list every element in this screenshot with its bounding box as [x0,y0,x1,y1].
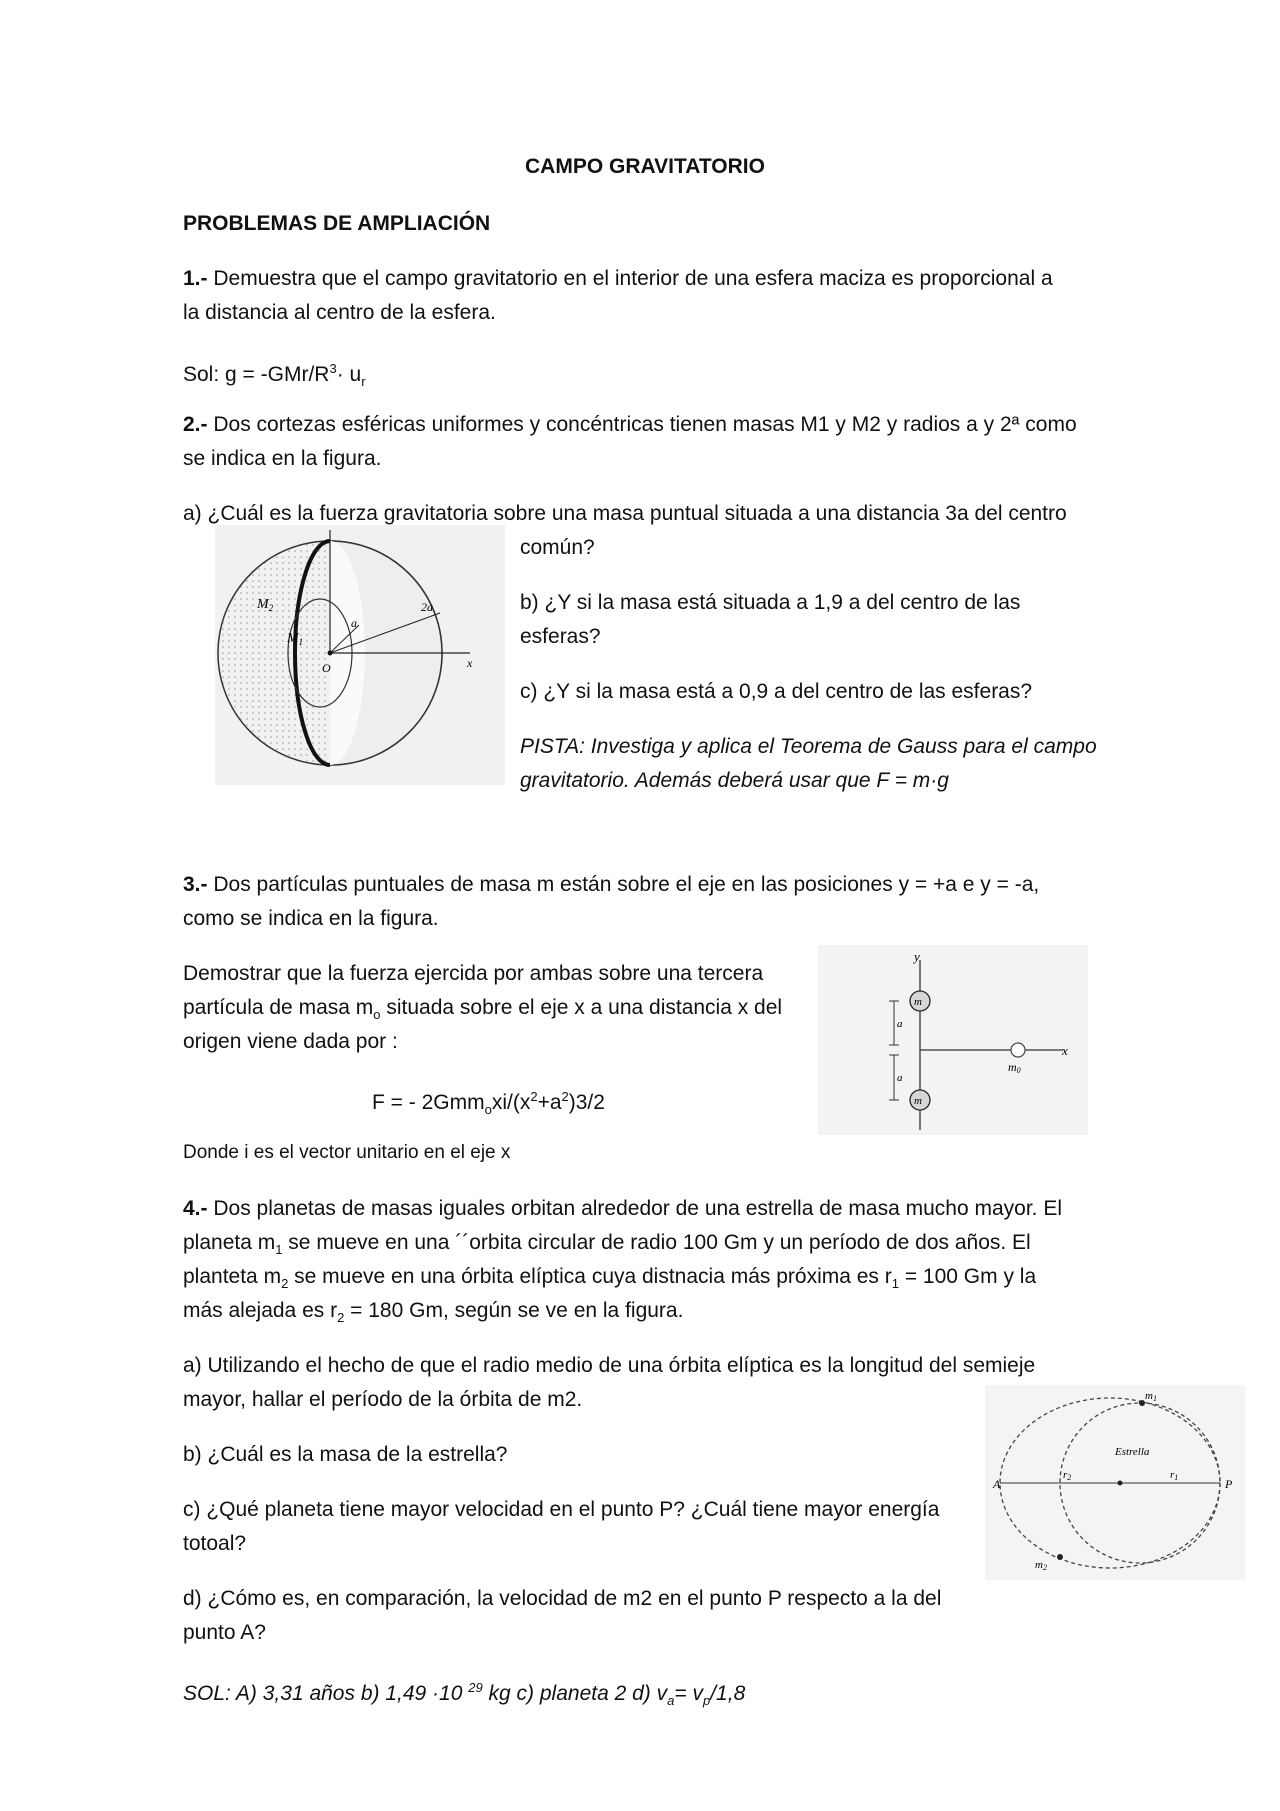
label-m1: $M_1$ [287,631,304,647]
demo-subscript: o [373,1007,381,1023]
problem-4-solution [183,1671,745,1718]
line-text: planeta m [183,1231,276,1254]
problem-1-line-2: la distancia al centro de la esfera. [183,301,496,324]
line-subscript-2: 1 [891,1276,899,1292]
problem-4-question-a-cont: mayor, hallar el período de la órbita de m2. [183,1388,583,1411]
formula-part-2: xi/(x [491,1091,531,1114]
solution-text: SOL: A) 3,31 años b) 1,49 ·10 [183,1682,469,1705]
line-text: más alejada es r [183,1299,338,1322]
demo-text-2: situada sobre el eje x a una distancia x del [380,996,783,1019]
section-title: PROBLEMAS DE AMPLIACIÓN [183,212,491,235]
problem-4-question-b: b) ¿Cuál es la masa de la estrella? [183,1443,508,1466]
line-text-2: se mueve en una órbita elíptica cuya distnacia más próxima es r [288,1265,892,1288]
label-y: y [914,949,920,964]
solution-text: Sol: g = -GMr/R [183,363,330,386]
problem-2-question-a-cont: común? [520,536,595,559]
figure-two-masses [818,945,1088,1135]
problem-2-question-b: b) ¿Y si la masa está situada a 1,9 a del centro de las [520,591,1021,614]
label-a: A [993,1477,1001,1491]
line-text-2: se mueve en una ´´orbita circular de radio 100 Gm y un período de dos años. El [282,1231,1031,1254]
figure-concentric-shells [215,525,505,785]
line-subscript: 2 [337,1310,345,1326]
center-point [328,651,333,656]
problem-3-demo-1: Demostrar que la fuerza ejercida por ambas sobre una tercera [183,962,764,985]
problem-2-question-b-cont: esferas? [520,625,601,648]
label-2a: 2a [421,600,433,614]
solution-subscript-1: a [667,1693,675,1709]
label-r2: r2 [1063,1469,1072,1482]
problem-3-line-2: como se indica en la figura. [183,907,439,930]
problem-1-text: Demuestra que el campo gravitatorio en el interior de una esfera maciza es proporcional a [207,267,1053,290]
problem-2-hint: PISTA: Investiga y aplica el Teorema de Gauss para el campo [520,735,1097,758]
problem-4-number: 4.- [183,1197,208,1220]
problem-3-text: Dos partículas puntuales de masa m están sobre el eje en las posiciones y = +a e y = -a, [207,873,1040,896]
label-a-bottom: a [897,1072,903,1084]
solution-subscript-2: p [702,1693,711,1709]
formula-part-4: )3/2 [568,1091,605,1114]
label-a-top: a [897,1018,903,1030]
problem-3-formula [372,1080,605,1127]
problem-1-line-1 [183,262,1053,296]
label-a: a [351,616,357,630]
problem-2-hint-cont: gravitatorio. Además deberá usar que F = m·g [520,769,949,792]
solution-subscript: r [361,374,366,390]
problem-2-question-a: a) ¿Cuál es la fuerza gravitatoria sobre una masa puntual situada a una distancia 3a del centro [183,502,1067,525]
star [1118,1481,1123,1486]
problem-3-note: Donde i es el vector unitario en el eje x [183,1142,511,1163]
problem-4-text: Dos planetas de masas iguales orbitan alrededor de una estrella de masa mucho mayor. El [207,1197,1062,1220]
figure-background [818,945,1088,1135]
label-m-bottom: m [914,1095,922,1107]
solution-text-4: /1,8 [710,1682,746,1705]
problem-4-question-d-cont: punto A? [183,1621,266,1644]
problem-2-line-2: se indica en la figura. [183,447,382,470]
problem-1-number: 1.- [183,267,208,290]
label-m-top: m [914,996,922,1008]
page-title: CAMPO GRAVITATORIO [525,155,765,178]
label-r1: r1 [1170,1469,1179,1482]
formula-subscript: o [484,1102,492,1118]
planet-m2 [1057,1554,1063,1560]
solution-exponent: 3 [329,361,337,376]
label-p: P [1225,1477,1233,1491]
line-subscript: 1 [275,1242,283,1258]
formula-exponent-2: 2 [561,1089,569,1104]
figure-orbits [985,1385,1245,1580]
problem-3-demo-3: origen viene dada por : [183,1030,398,1053]
solution-exponent: 29 [468,1680,483,1695]
label-m2: $M_2$ [257,597,274,613]
formula-part-3: +a [537,1091,562,1114]
problem-1-solution [183,352,366,399]
solution-text-2: kg c) planeta 2 d) v [482,1682,668,1705]
formula-exponent-1: 2 [530,1089,538,1104]
formula-part-1: F = - 2Gmm [372,1091,485,1114]
label-m0: m0 [1008,1060,1021,1075]
line-text-3: = 100 Gm y la [899,1265,1037,1288]
problem-4-line-1 [183,1192,1062,1226]
problem-2-question-c: c) ¿Y si la masa está a 0,9 a del centro de las esferas? [520,680,1033,703]
line-subscript: 2 [281,1276,289,1292]
problem-4-question-c: c) ¿Qué planeta tiene mayor velocidad en el punto P? ¿Cuál tiene mayor energía [183,1498,940,1521]
label-x: x [467,656,473,670]
label-star: Estrella [1115,1446,1150,1458]
problem-4-question-d: d) ¿Cómo es, en comparación, la velocidad de m2 en el punto P respecto a la del [183,1587,942,1610]
problem-4-question-a: a) Utilizando el hecho de que el radio medio de una órbita elíptica es la longitud del semieje [183,1354,1036,1377]
problem-4-question-c-cont: totoal? [183,1532,247,1555]
problem-2-text: Dos cortezas esféricas uniformes y concéntricas tienen masas M1 y M2 y radios a y 2ª como [207,413,1077,436]
line-text: planteta m [183,1265,282,1288]
problem-3-line-1 [183,868,1039,902]
problem-2-line-1 [183,408,1077,442]
label-o: O [322,661,331,675]
solution-text-3: = v [674,1682,703,1705]
demo-text: partícula de masa m [183,996,374,1019]
line-text-2: = 180 Gm, según se ve en la figura. [344,1299,684,1322]
label-x: x [1062,1043,1068,1058]
label-m2: m2 [1035,1559,1047,1572]
problem-4-line-4 [183,1294,683,1335]
solution-text-2: · u [336,363,362,386]
problem-3-number: 3.- [183,873,208,896]
label-m1: m1 [1145,1390,1157,1403]
mass-m0 [1011,1043,1025,1057]
problem-2-number: 2.- [183,413,208,436]
